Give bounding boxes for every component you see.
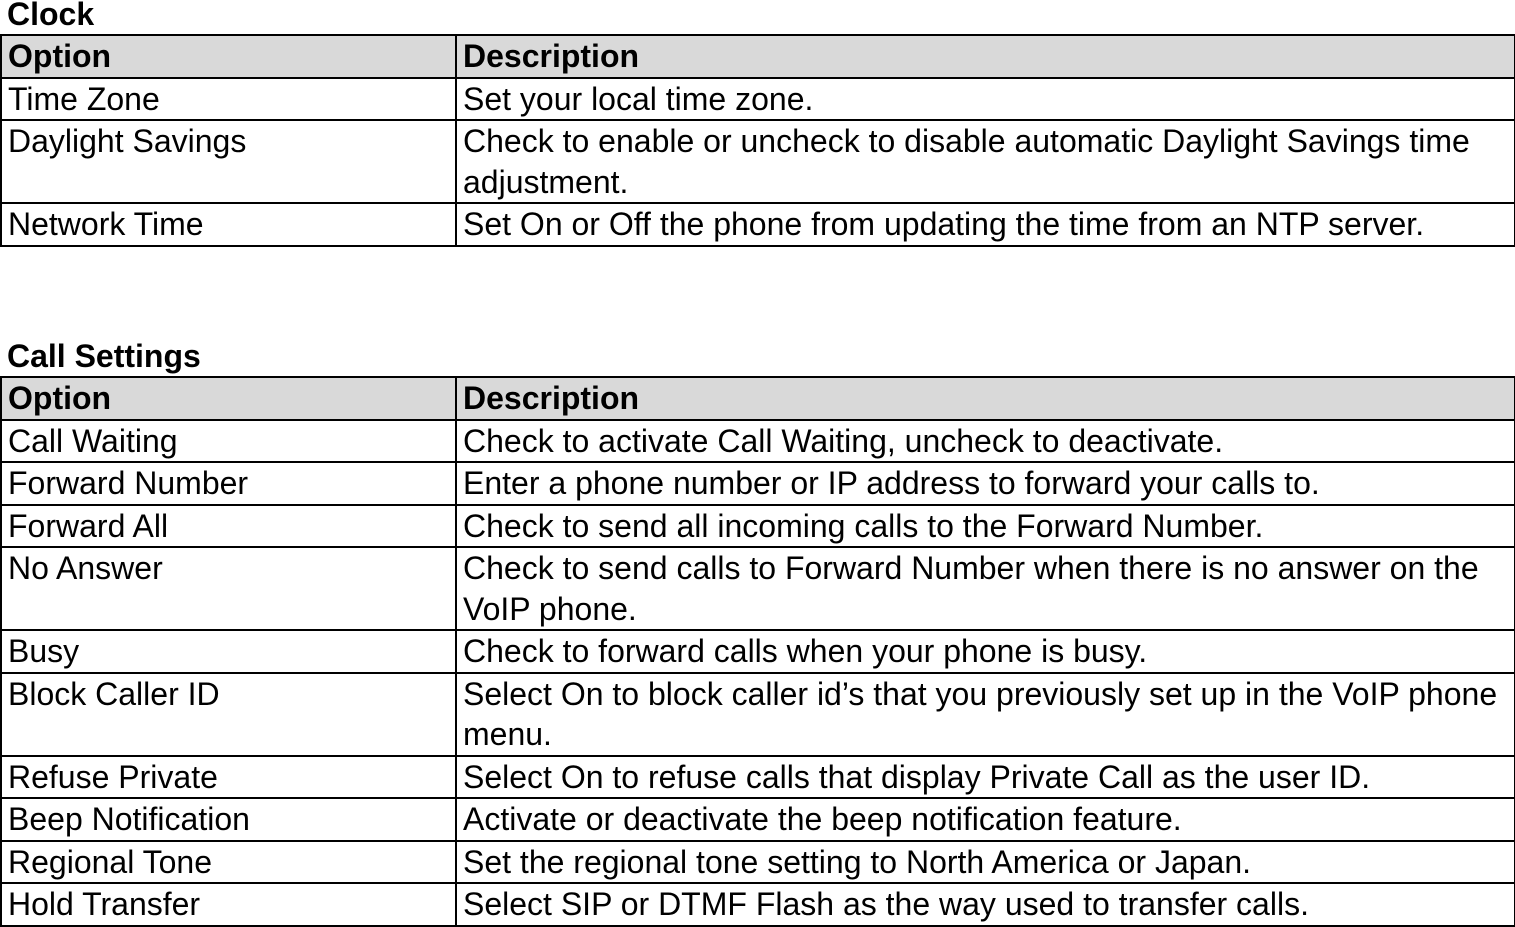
table-row (1, 630, 1515, 673)
table-row (1, 420, 1515, 463)
option-cell: Call Waiting (1, 420, 456, 463)
description-cell: Activate or deactivate the beep notification feature. (456, 798, 1515, 841)
option-cell: Beep Notification (1, 798, 456, 841)
option-cell: Daylight Savings (1, 120, 456, 203)
description-cell: Select On to refuse calls that display Private Call as the user ID. (456, 756, 1515, 799)
description-cell: Select On to block caller id’s that you previously set up in the VoIP phone menu. (456, 673, 1515, 756)
option-cell: Time Zone (1, 78, 456, 121)
table-row (1, 798, 1515, 841)
description-cell: Check to send calls to Forward Number when there is no answer on the VoIP phone. (456, 547, 1515, 630)
description-cell: Set the regional tone setting to North America or Japan. (456, 841, 1515, 884)
description-cell: Check to send all incoming calls to the Forward Number. (456, 505, 1515, 548)
description-cell: Enter a phone number or IP address to forward your calls to. (456, 462, 1515, 505)
table-row (1, 120, 1515, 203)
option-cell: Regional Tone (1, 841, 456, 884)
description-cell: Check to forward calls when your phone is busy. (456, 630, 1515, 673)
option-column-header: Option (1, 35, 456, 78)
description-cell: Select SIP or DTMF Flash as the way used to transfer calls. (456, 883, 1515, 926)
table-row (1, 505, 1515, 548)
option-cell: Network Time (1, 203, 456, 246)
option-cell: Forward Number (1, 462, 456, 505)
call-settings-options-table (0, 376, 1515, 927)
description-cell: Set your local time zone. (456, 78, 1515, 121)
table-row (1, 78, 1515, 121)
option-column-header: Option (1, 377, 456, 420)
clock-options-table (0, 34, 1515, 247)
call-settings-section-title: Call Settings (7, 338, 201, 374)
table-row (1, 462, 1515, 505)
option-cell: Forward All (1, 505, 456, 548)
description-cell: Check to activate Call Waiting, uncheck to deactivate. (456, 420, 1515, 463)
table-header-row (1, 35, 1515, 78)
option-cell: Hold Transfer (1, 883, 456, 926)
table-row (1, 883, 1515, 926)
table-row (1, 547, 1515, 630)
description-cell: Check to enable or uncheck to disable automatic Daylight Savings time adjustment. (456, 120, 1515, 203)
table-row (1, 756, 1515, 799)
table-row (1, 841, 1515, 884)
option-cell: Refuse Private (1, 756, 456, 799)
option-cell: No Answer (1, 547, 456, 630)
table-row (1, 673, 1515, 756)
table-header-row (1, 377, 1515, 420)
description-column-header: Description (456, 35, 1515, 78)
option-cell: Block Caller ID (1, 673, 456, 756)
description-cell: Set On or Off the phone from updating the time from an NTP server. (456, 203, 1515, 246)
option-cell: Busy (1, 630, 456, 673)
description-column-header: Description (456, 377, 1515, 420)
clock-section-title: Clock (7, 0, 95, 32)
table-row (1, 203, 1515, 246)
